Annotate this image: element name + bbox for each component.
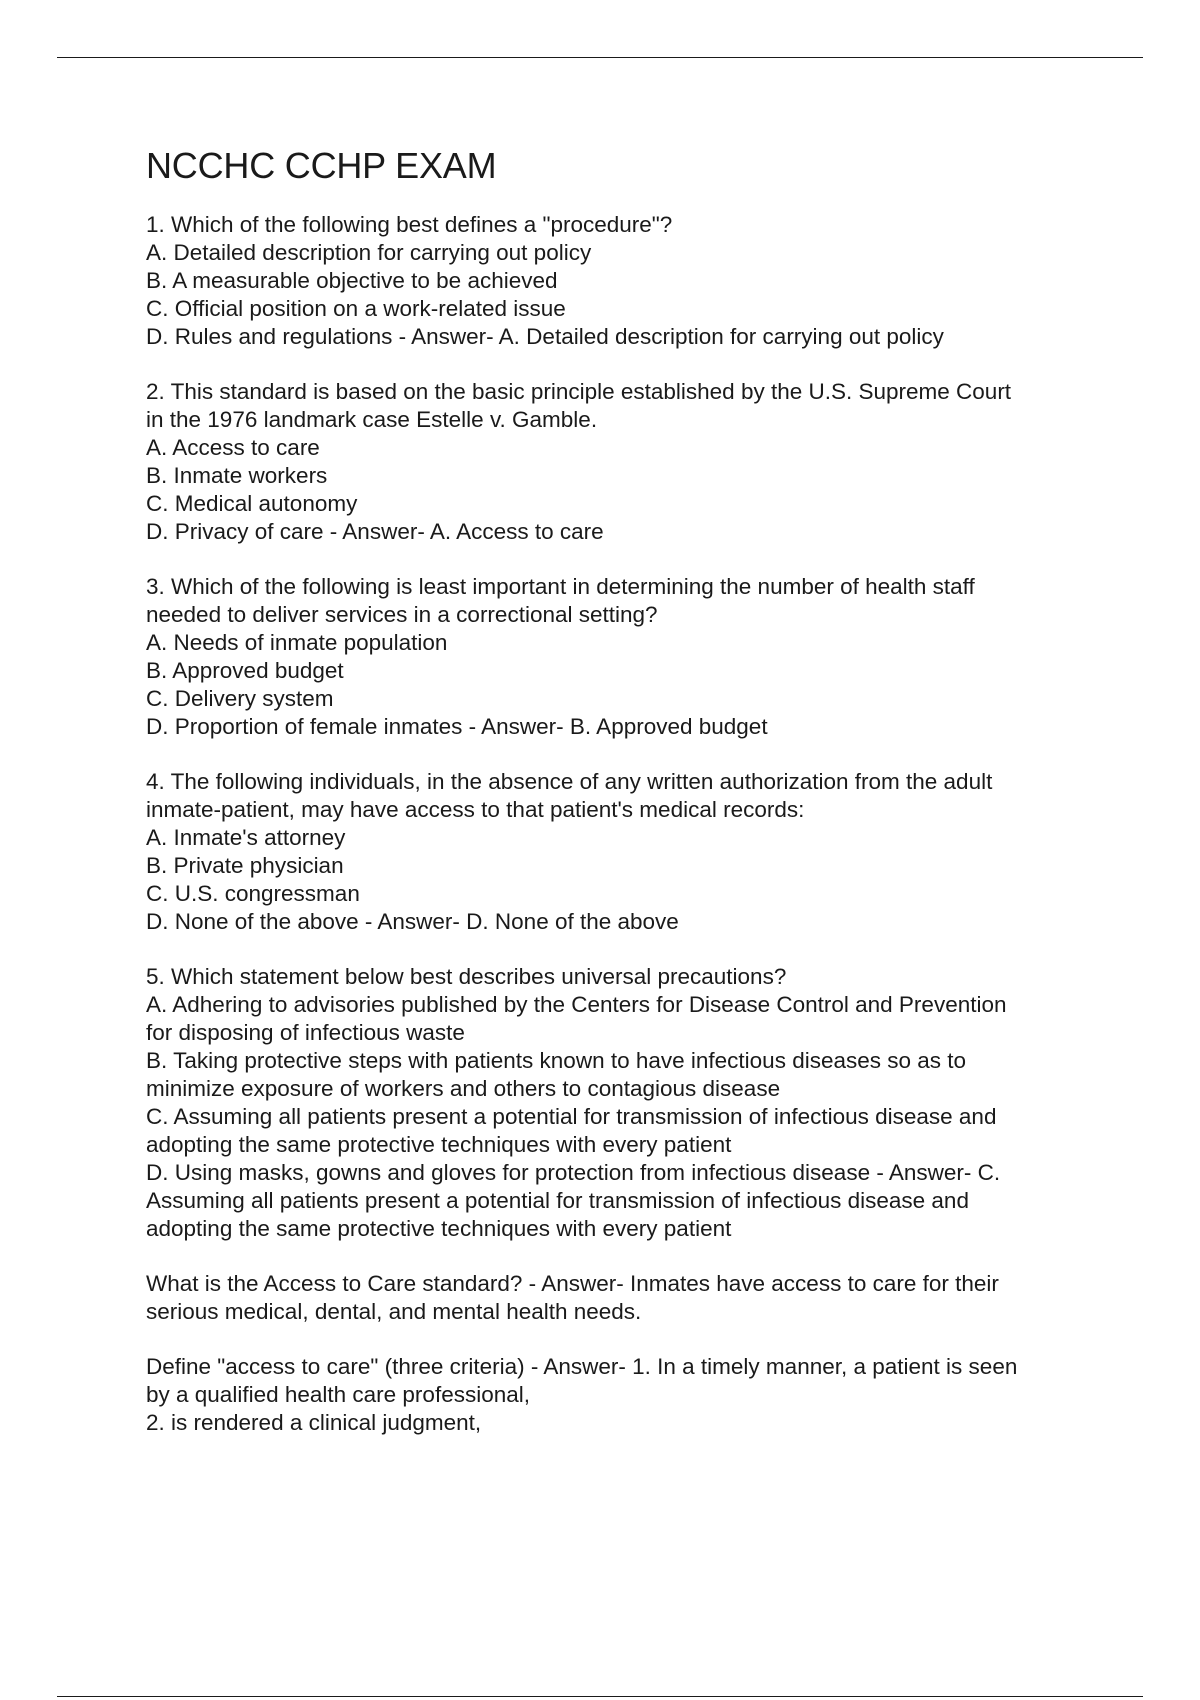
text-line: A. Needs of inmate population xyxy=(146,630,448,655)
text-line: 2. is rendered a clinical judgment, xyxy=(146,1410,482,1435)
text-line: A. Adhering to advisories published by the Centers for Disease Control and Prevention xyxy=(146,992,1007,1017)
text-line: 1. Which of the following best defines a "procedure"? xyxy=(146,212,673,237)
text-line: D. Rules and regulations - Answer- A. Detailed description for carrying out policy xyxy=(146,324,944,349)
text-line: B. Taking protective steps with patients known to have infectious diseases so as to xyxy=(146,1048,967,1073)
text-line: 5. Which statement below best describes universal precautions? xyxy=(146,964,787,989)
text-line: C. Assuming all patients present a potential for transmission of infectious disease and xyxy=(146,1104,997,1129)
text-line: B. A measurable objective to be achieved xyxy=(146,268,558,293)
text-line: B. Inmate workers xyxy=(146,463,328,488)
text-line: 4. The following individuals, in the absence of any written authorization from the adult xyxy=(146,769,993,794)
question-block xyxy=(146,963,1106,1243)
question-block xyxy=(146,1270,1106,1326)
text-line: C. Official position on a work-related issue xyxy=(146,296,566,321)
text-line: B. Private physician xyxy=(146,853,344,878)
text-line: minimize exposure of workers and others to contagious disease xyxy=(146,1076,781,1101)
text-line: A. Detailed description for carrying out policy xyxy=(146,240,592,265)
text-line: Define "access to care" (three criteria) - Answer- 1. In a timely manner, a patient is seen xyxy=(146,1354,1018,1379)
text-line: D. Proportion of female inmates - Answer- B. Approved budget xyxy=(146,714,768,739)
text-line: D. None of the above - Answer- D. None of the above xyxy=(146,909,679,934)
text-line: inmate-patient, may have access to that patient's medical records: xyxy=(146,797,805,822)
text-line: A. Access to care xyxy=(146,435,320,460)
question-block xyxy=(146,573,1106,741)
text-line: C. U.S. congressman xyxy=(146,881,360,906)
top-rule xyxy=(57,57,1143,58)
text-line: adopting the same protective techniques with every patient xyxy=(146,1216,732,1241)
text-line: needed to deliver services in a correctional setting? xyxy=(146,602,658,627)
text-line: D. Using masks, gowns and gloves for protection from infectious disease - Answer- C. xyxy=(146,1160,1001,1185)
text-line: D. Privacy of care - Answer- A. Access to care xyxy=(146,519,604,544)
text-line: in the 1976 landmark case Estelle v. Gamble. xyxy=(146,407,598,432)
text-line: C. Medical autonomy xyxy=(146,491,358,516)
bottom-rule xyxy=(57,1696,1143,1697)
text-line: What is the Access to Care standard? - Answer- Inmates have access to care for their xyxy=(146,1271,999,1296)
page-title: NCCHC CCHP EXAM xyxy=(146,145,497,186)
question-block xyxy=(146,378,1106,546)
text-line: B. Approved budget xyxy=(146,658,344,683)
text-line: serious medical, dental, and mental health needs. xyxy=(146,1299,642,1324)
question-block xyxy=(146,211,1106,351)
text-line: by a qualified health care professional, xyxy=(146,1382,530,1407)
text-line: for disposing of infectious waste xyxy=(146,1020,465,1045)
question-list xyxy=(146,211,1106,1437)
text-line: C. Delivery system xyxy=(146,686,334,711)
question-block xyxy=(146,768,1106,936)
text-line: 3. Which of the following is least important in determining the number of health staff xyxy=(146,574,975,599)
text-line: A. Inmate's attorney xyxy=(146,825,346,850)
text-line: 2. This standard is based on the basic principle established by the U.S. Supreme Court xyxy=(146,379,1012,404)
text-line: Assuming all patients present a potential for transmission of infectious disease and xyxy=(146,1188,969,1213)
text-line: adopting the same protective techniques with every patient xyxy=(146,1132,732,1157)
question-block xyxy=(146,1353,1106,1437)
document-body xyxy=(146,142,1106,1464)
